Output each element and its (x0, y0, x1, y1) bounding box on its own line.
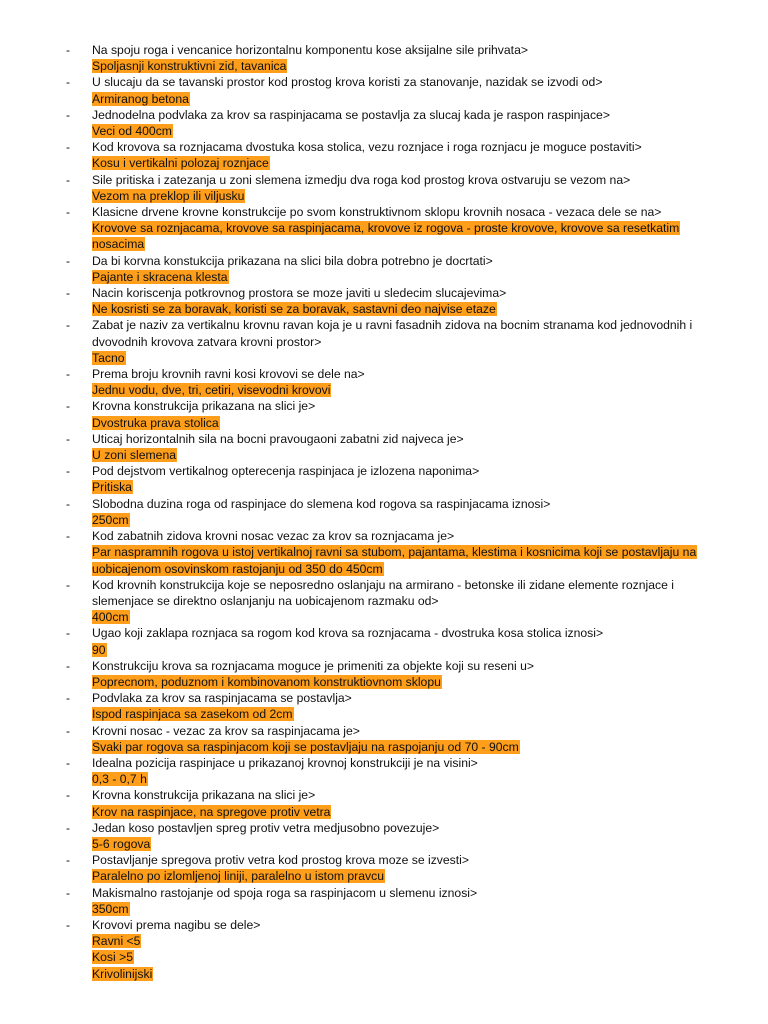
list-bullet-dash: - (66, 577, 71, 592)
question-text: Krovna konstrukcija prikazana na slici je> (92, 788, 316, 803)
qa-item (0, 658, 768, 690)
qa-item (0, 366, 768, 398)
answer-line (92, 123, 716, 139)
list-bullet-dash: - (66, 464, 71, 479)
question-text: Uticaj horizontalnih sila na bocni pravougaoni zabatni zid najveca je> (92, 431, 464, 446)
question-text: Podvlaka za krov sa raspinjacama se postavlja> (92, 691, 352, 706)
qa-item (0, 690, 768, 722)
answer-line (92, 415, 716, 431)
answer-line (92, 966, 716, 982)
answer-line (92, 58, 716, 74)
question-text: Sile pritiska i zatezanja u zoni slemena izmedju dva roga kod prostog krova ostvaruju se vezom na> (92, 172, 631, 187)
qa-item (0, 820, 768, 852)
answer-line (92, 301, 716, 317)
qa-item (0, 496, 768, 528)
list-bullet-dash: - (66, 853, 71, 868)
highlighted-answer: Ne kosristi se za boravak, koristi se za boravak, sastavni deo najvise etaze (92, 302, 496, 317)
question-text: Nacin koriscenja potkrovnog prostora se moze javiti u sledecim slucajevima> (92, 286, 507, 301)
question-text: Kod zabatnih zidova krovni nosac vezac za krov sa roznjacama je> (92, 529, 455, 544)
qa-item (0, 463, 768, 495)
list-bullet-dash: - (66, 107, 71, 122)
highlighted-answer: 250cm (92, 512, 129, 527)
qa-item (0, 253, 768, 285)
question-text: Na spoju roga i vencanice horizontalnu komponentu kose aksijalne sile prihvata> (92, 43, 528, 57)
question-text: U slucaju da se tavanski prostor kod prostog krova koristi za stanovanje, nazidak se izvodi od> (92, 75, 603, 90)
highlighted-answer: U zoni slemena (92, 448, 176, 463)
question-text: Prema broju krovnih ravni kosi krovovi se dele na> (92, 367, 365, 382)
list-bullet-dash: - (66, 820, 71, 835)
highlighted-answer: 5-6 rogova (92, 836, 151, 851)
qa-item (0, 42, 768, 74)
question-text: Konstrukciju krova sa roznjacama moguce je primeniti za objekte koji su reseni u> (92, 658, 535, 673)
answer-line (92, 220, 716, 252)
answer-line (92, 836, 716, 852)
qa-item (0, 317, 768, 366)
list-bullet-dash: - (66, 658, 71, 673)
qa-item (0, 139, 768, 171)
qa-item (0, 107, 768, 139)
highlighted-answer: 0,3 - 0,7 h (92, 772, 147, 787)
qa-item (0, 787, 768, 819)
highlighted-answer: Veci od 400cm (92, 124, 172, 139)
qa-item (0, 398, 768, 430)
list-bullet-dash: - (66, 788, 71, 803)
list-bullet-dash: - (66, 529, 71, 544)
question-text: Kod krovnih konstrukcija koje se neposredno oslanjaju na armirano - betonske ili zidane elemente roznjace i slemenjace se direktno oslanjanju na uobicajenom razmaku od> (92, 577, 674, 608)
answer-line (92, 447, 716, 463)
list-bullet-dash: - (66, 691, 71, 706)
qa-item (0, 723, 768, 755)
answer-line (92, 949, 716, 965)
highlighted-answer: Spoljasnji konstruktivni zid, tavanica (92, 59, 287, 74)
highlighted-answer: Tacno (92, 350, 125, 365)
answer-line (92, 706, 716, 722)
highlighted-answer: 400cm (92, 610, 129, 625)
qa-item (0, 431, 768, 463)
answer-line (92, 868, 716, 884)
question-text: Jedan koso postavljen spreg protiv vetra medjusobno povezuje> (92, 820, 440, 835)
list-bullet-dash: - (66, 286, 71, 301)
highlighted-answer: Pritiska (92, 480, 132, 495)
qa-item (0, 917, 768, 982)
qa-item (0, 528, 768, 577)
list-bullet-dash: - (66, 318, 71, 333)
qa-item (0, 755, 768, 787)
list-bullet-dash: - (66, 43, 71, 57)
highlighted-answer: Ravni <5 (92, 934, 141, 949)
answer-line (92, 479, 716, 495)
answer-line (92, 350, 716, 366)
answer-line (92, 382, 716, 398)
list-bullet-dash: - (66, 172, 71, 187)
answer-line (92, 901, 716, 917)
answer-line (92, 91, 716, 107)
answer-line (92, 155, 716, 171)
qa-item (0, 577, 768, 626)
answer-line (92, 771, 716, 787)
list-bullet-dash: - (66, 399, 71, 414)
highlighted-answer: Kosi >5 (92, 950, 133, 965)
question-text: Da bi korvna konstukcija prikazana na slici bila dobra potrebno je docrtati> (92, 253, 493, 268)
document-page (0, 42, 768, 982)
question-text: Pod dejstvom vertikalnog opterecenja raspinjaca je izlozena naponima> (92, 464, 480, 479)
list-bullet-dash: - (66, 75, 71, 90)
highlighted-answer: Pajante i skracena klesta (92, 269, 228, 284)
answer-line (92, 188, 716, 204)
question-text: Krovna konstrukcija prikazana na slici je> (92, 399, 316, 414)
highlighted-answer: Vezom na preklop ili viljusku (92, 188, 245, 203)
highlighted-answer: Krov na raspinjace, na spregove protiv vetra (92, 804, 331, 819)
list-bullet-dash: - (66, 205, 71, 220)
list-bullet-dash: - (66, 723, 71, 738)
question-text: Slobodna duzina roga od raspinjace do slemena kod rogova sa raspinjacama iznosi> (92, 496, 551, 511)
question-text: Makismalno rastojanje od spoja roga sa raspinjacom u slemenu iznosi> (92, 885, 478, 900)
highlighted-answer: Dvostruka prava stolica (92, 415, 219, 430)
highlighted-answer: Par naspramnih rogova u istoj vertikalnoj ravni sa stubom, pajantama, klestima i kosnicima koji se postavljaju na uobicajenom osovinskom rastojanju od 350 do 450cm (92, 545, 697, 576)
question-text: Krovovi prema nagibu se dele> (92, 917, 261, 932)
question-text: Zabat je naziv za vertikalnu krovnu ravan koja je u ravni fasadnih zidova na bocnim stranama kod jednovodnih i dvovodnih krovova zatvara krovni prostor> (92, 318, 693, 349)
question-text: Krovni nosac - vezac za krov sa raspinjacama je> (92, 723, 360, 738)
list-bullet-dash: - (66, 496, 71, 511)
qa-item (0, 885, 768, 917)
qa-item (0, 625, 768, 657)
question-text: Klasicne drvene krovne konstrukcije po svom konstruktivnom sklopu krovnih nosaca - vezaca dele se na> (92, 205, 662, 220)
qa-item (0, 852, 768, 884)
answer-line (92, 269, 716, 285)
list-bullet-dash: - (66, 917, 71, 932)
highlighted-answer: Ispod raspinjaca sa zasekom od 2cm (92, 707, 293, 722)
qa-item (0, 204, 768, 253)
highlighted-answer: Kosu i vertikalni polozaj roznjace (92, 156, 269, 171)
list-bullet-dash: - (66, 431, 71, 446)
question-text: Jednodelna podvlaka za krov sa raspinjacama se postavlja za slucaj kada je raspon raspinjace> (92, 107, 610, 122)
answer-line (92, 642, 716, 658)
highlighted-answer: 350cm (92, 901, 129, 916)
highlighted-answer: Armiranog betona (92, 91, 189, 106)
list-bullet-dash: - (66, 253, 71, 268)
qa-item (0, 285, 768, 317)
highlighted-answer: Krivolinijski (92, 966, 153, 981)
answer-line (92, 739, 716, 755)
list-bullet-dash: - (66, 140, 71, 155)
question-text: Idealna pozicija raspinjace u prikazanoj krovnoj konstrukciji je na visini> (92, 755, 478, 770)
highlighted-answer: Jednu vodu, dve, tri, cetiri, visevodni krovovi (92, 383, 331, 398)
highlighted-answer: Poprecnom, poduznom i kombinovanom konstruktiovnom sklopu (92, 674, 441, 689)
qa-item (0, 74, 768, 106)
list-bullet-dash: - (66, 755, 71, 770)
answer-line (92, 674, 716, 690)
list-bullet-dash: - (66, 626, 71, 641)
qa-item (0, 172, 768, 204)
question-text: Ugao koji zaklapa roznjaca sa rogom kod krova sa roznjacama - dvostruka kosa stolica iznosi> (92, 626, 604, 641)
list-bullet-dash: - (66, 885, 71, 900)
highlighted-answer: 90 (92, 642, 106, 657)
answer-line (92, 804, 716, 820)
highlighted-answer: Svaki par rogova sa raspinjacom koji se postavljaju na raspojanju od 70 - 90cm (92, 739, 519, 754)
question-text: Kod krovova sa roznjacama dvostuka kosa stolica, vezu roznjace i roga roznjacu je moguce postaviti> (92, 140, 642, 155)
list-bullet-dash: - (66, 367, 71, 382)
question-text: Postavljanje spregova protiv vetra kod prostog krova moze se izvesti> (92, 853, 469, 868)
highlighted-answer: Krovove sa roznjacama, krovove sa raspinjacama, krovove iz rogova - proste krovove, krovove sa resetkatim nosacima (92, 221, 680, 252)
answer-line (92, 609, 716, 625)
highlighted-answer: Paralelno po izlomljenoj liniji, paralelno u istom pravcu (92, 869, 384, 884)
answer-line (92, 933, 716, 949)
answer-line (92, 512, 716, 528)
answer-line (92, 544, 716, 576)
